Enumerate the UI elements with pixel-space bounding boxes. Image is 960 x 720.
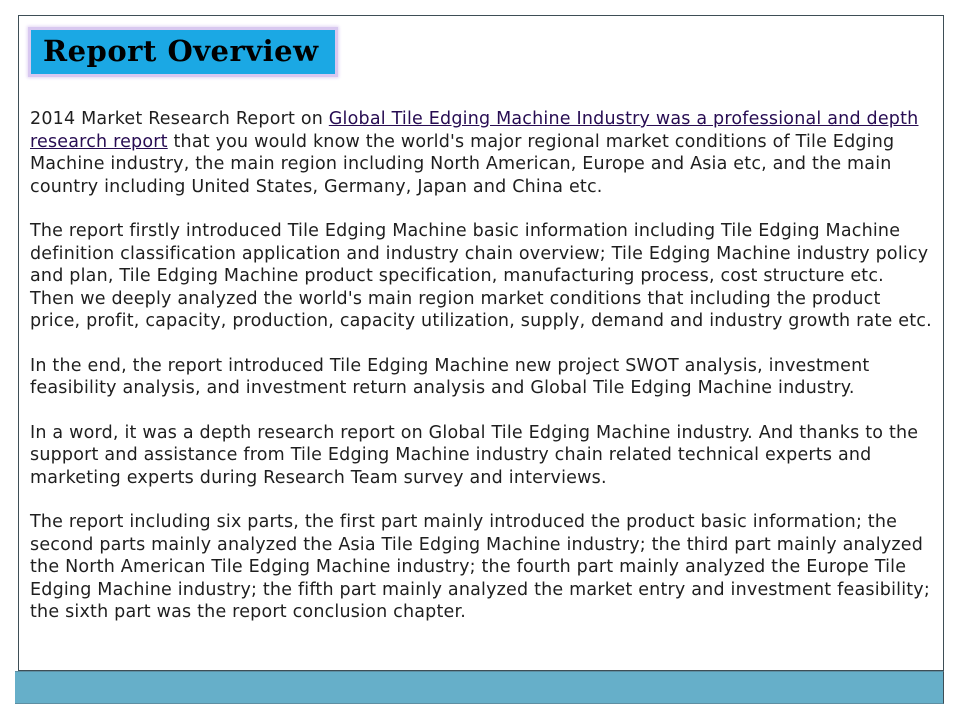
slide-frame — [18, 15, 944, 671]
paragraph-swot-analysis: In the end, the report introduced Tile Edging Machine new project SWOT analysis, investment feasibility analysis, and investment return analysis and Global Tile Edging Machine industry. — [30, 355, 870, 398]
paragraph-1-pre-link-text: 2014 Market Research Report on — [30, 109, 329, 129]
paragraph-report-overview — [30, 108, 932, 198]
paragraph-six-parts: The report including six parts, the first part mainly introduced the product basic information; the second parts mainly analyzed the Asia Tile Edging Machine industry; the third part mainly analyzed the North American Tile Edging Machine industry; the fourth part mainly analyzed the Europe Tile Edging Machine industry; the fifth part mainly analyzed the market entry and investment feasibility; the sixth part was the report conclusion chapter. — [30, 512, 930, 622]
slide-body — [30, 108, 932, 646]
report-title-link[interactable]: Global Tile Edging Machine Industry was a professional and depth research report — [30, 109, 919, 152]
slide-title: Report Overview — [43, 34, 319, 68]
slide-title-box — [28, 27, 338, 77]
paragraph-1-post-link-text: that you would know the world's major regional market conditions of Tile Edging Machine industry, the main region including North American, Europe and Asia etc, and the main country including United States, Germany, Japan and China etc. — [30, 131, 895, 197]
paragraph-report-intro: The report firstly introduced Tile Edging Machine basic information including Tile Edging Machine definition classification application and industry chain overview; Tile Edging Machine industry policy and plan, Tile Edging Machine product specification, manufacturing process, cost structure etc. Then we deeply analyzed the world's main region market conditions that including the product price, profit, capacity, production, capacity utilization, supply, demand and industry growth rate etc. — [30, 221, 932, 331]
footer-accent-bar — [15, 671, 944, 704]
paragraph-summary-thanks: In a word, it was a depth research report on Global Tile Edging Machine industry. And thanks to the support and assistance from Tile Edging Machine industry chain related technical experts and marketing experts during Research Team survey and interviews. — [30, 422, 919, 488]
